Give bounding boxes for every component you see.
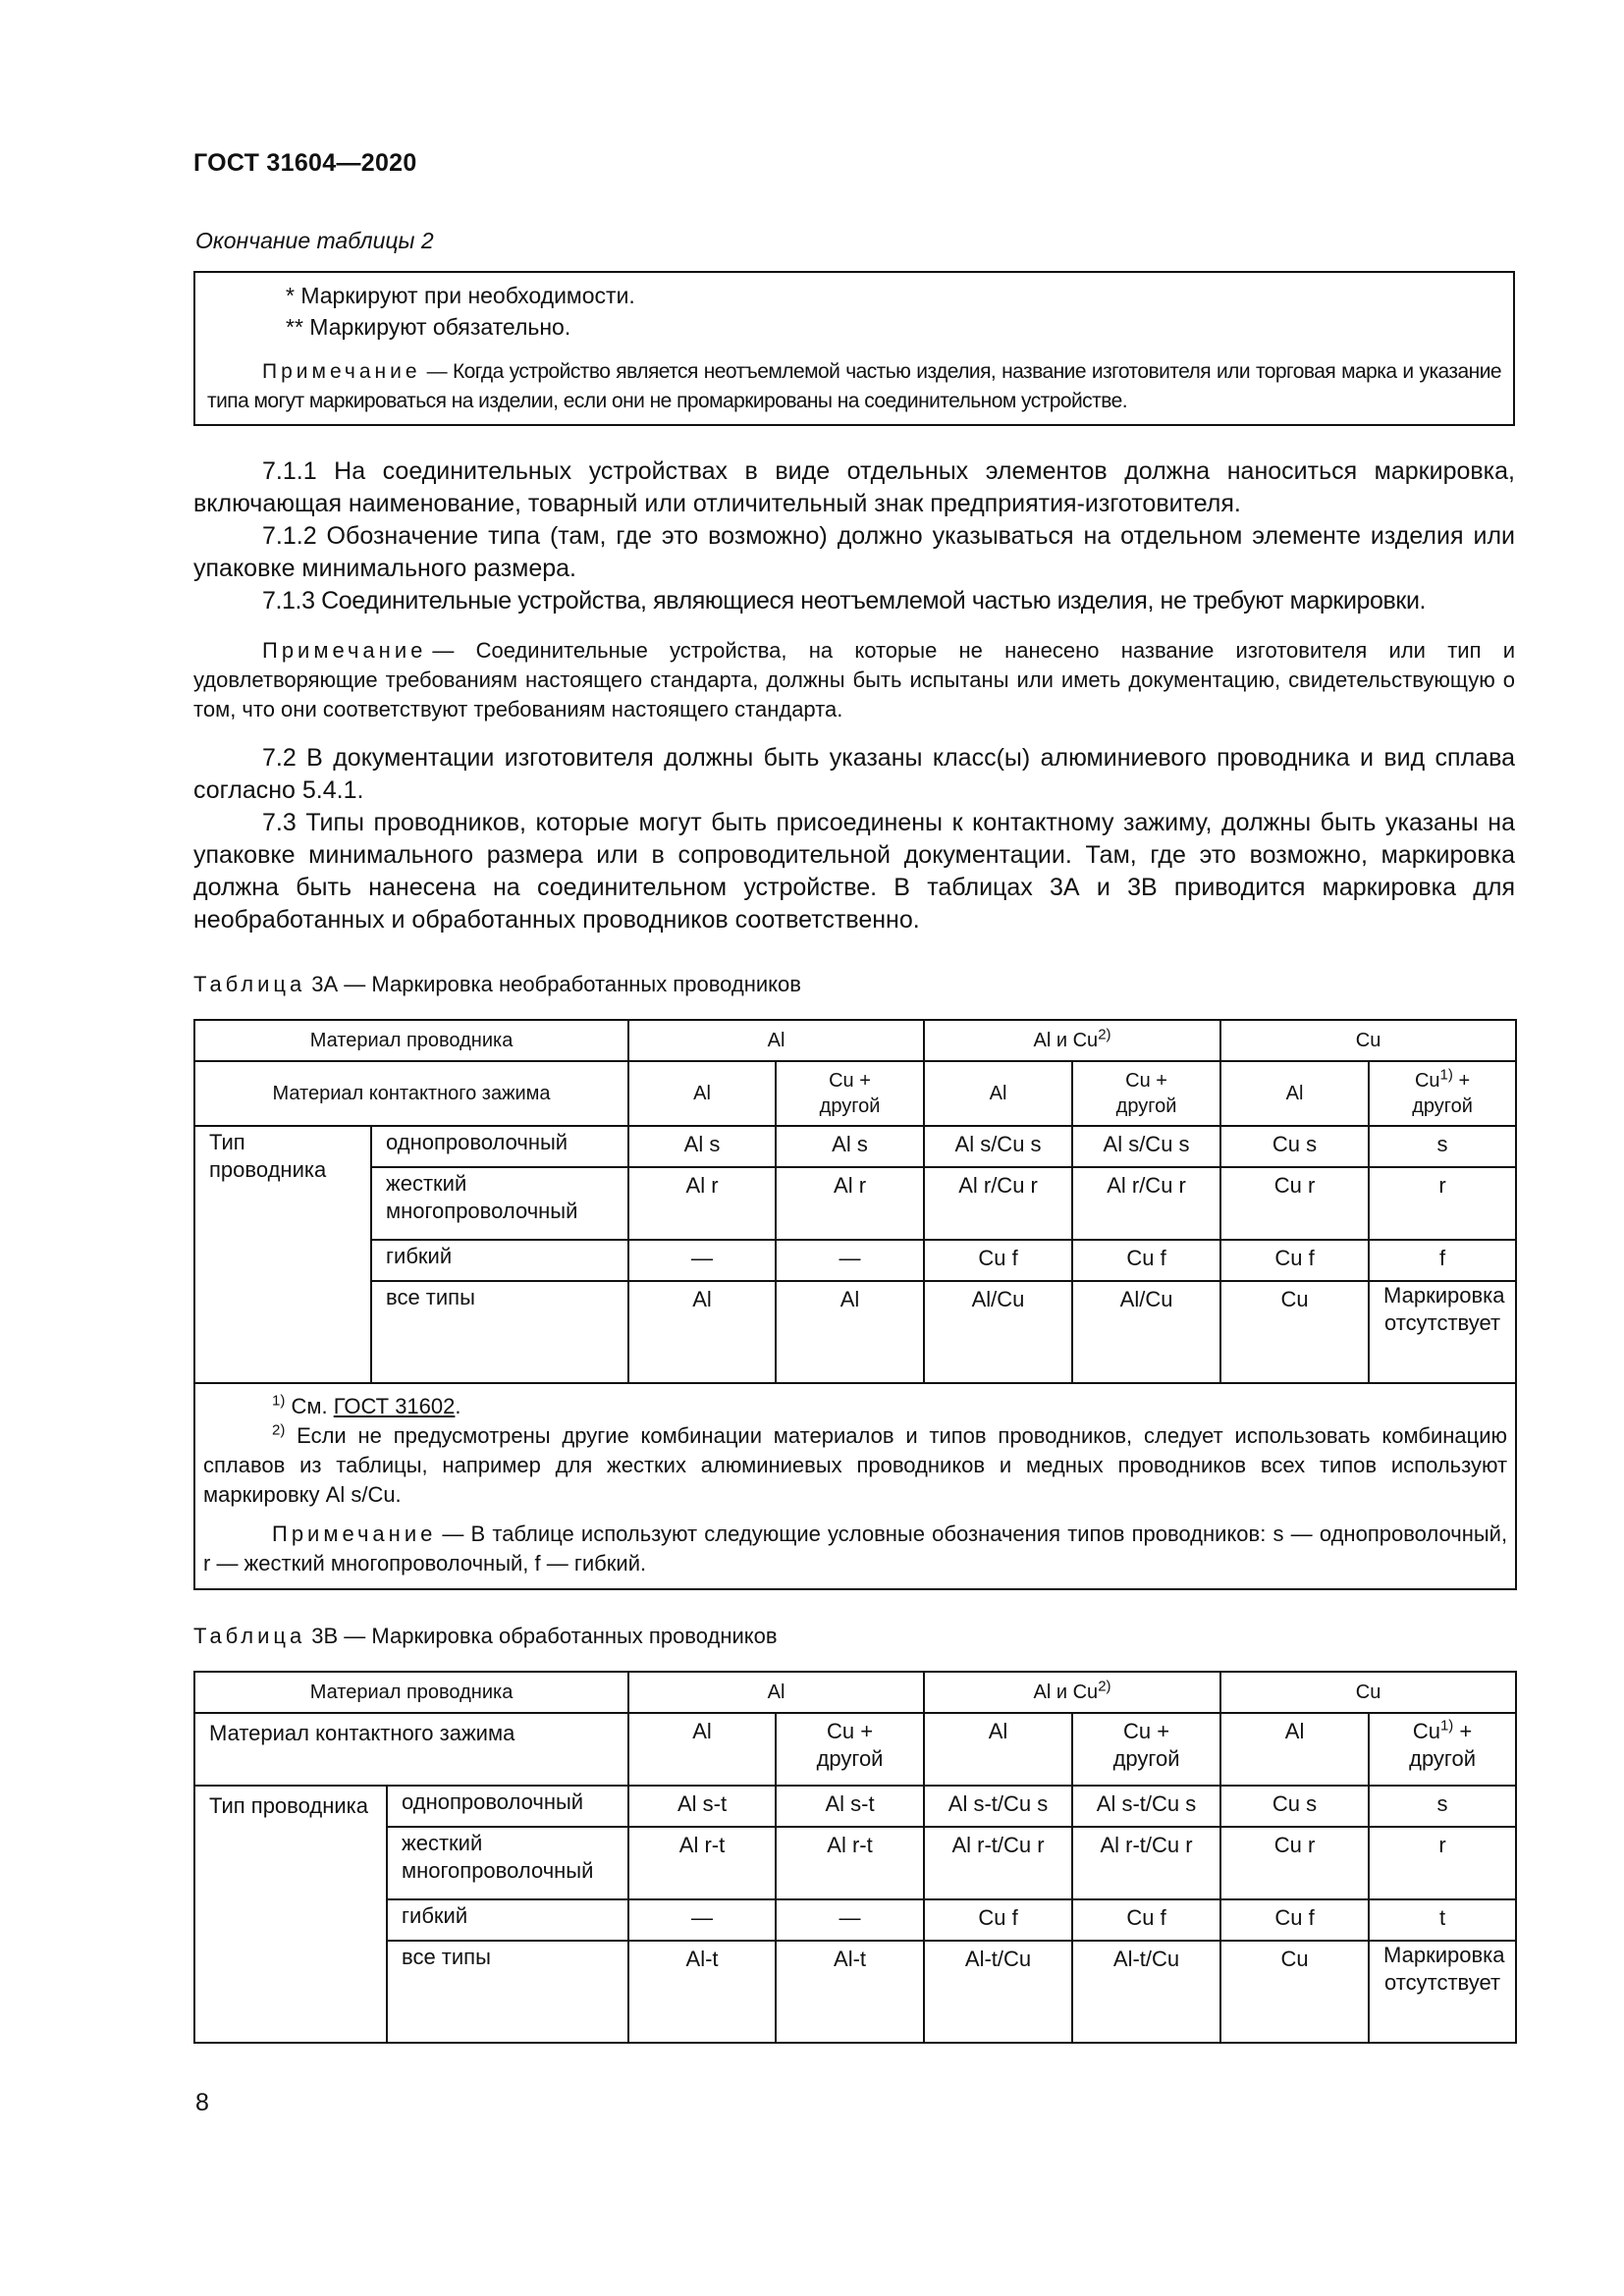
cell: Al-t/Cu (924, 1941, 1072, 2043)
clamp-cu1-other (1369, 1713, 1516, 1786)
row-label-all: все типы (387, 1941, 628, 2043)
footnote-text: См. (285, 1394, 334, 1418)
header-material-conductor: Материал проводника (194, 1672, 628, 1713)
paragraph-7-1-1: 7.1.1 На соединительных устройствах в виде отдельных элементов должна наноситься маркировка, включающая наименование, товарный или отличительный знак предприятия-изготовителя. (193, 457, 1515, 517)
row-label-single: однопроволочный (371, 1126, 628, 1167)
cell: Al s/Cu s (924, 1126, 1072, 1167)
note-text: — Соединительные устройства, на которые не нанесено название изготовителя или тип и удовлетворяющие требованиям настоящего стандарта, должны быть испытаны или иметь документацию, свидетельствующую о том, что они соответствуют требованиям настоящего стандарта. (193, 638, 1515, 721)
footnote-text: Если не предусмотрены другие комбинации материалов и типов проводников, следует использовать комбинацию сплавов из таблицы, например для жестких алюминиевых проводников и медных проводников всех типов используют маркировку Al s/Cu. (203, 1423, 1508, 1507)
cell: Al r-t/Cu r (1072, 1827, 1220, 1899)
clamp-cu: Cu (1414, 1070, 1440, 1092)
cell: Cu f (1220, 1899, 1369, 1941)
note-text: — Когда устройство является неотъемлемой частью изделия, название изготовителя или торговая марка и указание типа могут маркироваться на изделии, если они не промаркированы на соединительном устройстве. (207, 360, 1501, 412)
footnote-mark: 2) (272, 1421, 286, 1439)
cell: Cu f (924, 1899, 1072, 1941)
header-cu: Cu (1220, 1672, 1516, 1713)
caption-label: Таблица (193, 972, 306, 996)
footnote-ref: 2) (1098, 1678, 1111, 1695)
row-label-flexible: гибкий (387, 1899, 628, 1941)
header-cu: Cu (1220, 1020, 1516, 1061)
paragraph-7-1-2: 7.1.2 Обозначение типа (там, где это возможно) должно указываться на отдельном элементе изделия или упаковке минимального размера. (193, 522, 1515, 582)
header-al-cu (924, 1672, 1220, 1713)
paragraph-7-2: 7.2 В документации изготовителя должны быть указаны класс(ы) алюминиевого проводника и вид сплава согласно 5.4.1. (193, 744, 1515, 804)
cell: Al r-t (628, 1827, 776, 1899)
clamp-other: другой (1412, 1095, 1473, 1117)
cell: Al-t (628, 1941, 776, 2043)
footnote-ref: 2) (1098, 1026, 1111, 1043)
table3a-footnote-1 (203, 1392, 1507, 1421)
header-al-cu-text: Al и Cu (1033, 1030, 1099, 1051)
clamp-al: Al (924, 1061, 1072, 1126)
note-label: Примечание (262, 638, 427, 663)
table3a-footnotes (194, 1383, 1516, 1589)
table3a-note (203, 1520, 1507, 1578)
cell: Al s-t/Cu s (1072, 1786, 1220, 1827)
header-clamp-material: Материал контактного зажима (194, 1713, 628, 1786)
row-header-type (194, 1126, 371, 1383)
clamp-al: Al (1220, 1061, 1369, 1126)
row-label-single: однопроволочный (387, 1786, 628, 1827)
cell: Al r (628, 1167, 776, 1240)
cell: Al r-t (776, 1827, 924, 1899)
table3a-caption (193, 972, 801, 997)
clamp-cu-other (776, 1061, 924, 1126)
cell: t (1369, 1899, 1516, 1941)
clamp-cu-plus: Cu + (826, 1719, 874, 1743)
clamp-cu-other (776, 1713, 924, 1786)
row-label-all: все типы (371, 1281, 628, 1383)
clamp-other: другой (1112, 1746, 1180, 1771)
clamp-cu-plus: Cu + (1125, 1070, 1167, 1092)
header-al-cu-text: Al и Cu (1033, 1682, 1099, 1703)
table2-footnote-1: * Маркируют при необходимости. (286, 283, 635, 308)
cell: Al/Cu (924, 1281, 1072, 1383)
clamp-cu-plus: Cu + (829, 1070, 871, 1092)
document-header: ГОСТ 31604—2020 (193, 149, 417, 177)
caption-text: 3А — Маркировка необработанных проводников (311, 972, 801, 996)
type-label: Тип проводника (209, 1130, 327, 1182)
footnote-end: . (455, 1394, 461, 1418)
clamp-other: другой (816, 1746, 884, 1771)
cell: Маркировка отсутствует (1369, 1941, 1516, 2043)
cell: Al s-t/Cu s (924, 1786, 1072, 1827)
footnote-ref: 1) (1439, 1717, 1454, 1735)
cell: Al (628, 1281, 776, 1383)
type-label: Тип проводника (209, 1793, 368, 1818)
cell: — (776, 1899, 924, 1941)
header-al: Al (628, 1672, 924, 1713)
table3a-footnote-2 (203, 1421, 1507, 1510)
cell: Cu f (1220, 1240, 1369, 1281)
cell: s (1369, 1786, 1516, 1827)
cell: Cu f (1072, 1899, 1220, 1941)
header-al: Al (628, 1020, 924, 1061)
clamp-cu: Cu (1412, 1719, 1440, 1743)
note-label: Примечание (262, 360, 421, 383)
clamp-al: Al (1220, 1713, 1369, 1786)
clamp-al: Al (628, 1713, 776, 1786)
cell: Cu r (1220, 1167, 1369, 1240)
header-material-conductor: Материал проводника (194, 1020, 628, 1061)
cell: r (1369, 1167, 1516, 1240)
clamp-other: другой (819, 1095, 881, 1117)
cell: Al r (776, 1167, 924, 1240)
cell: — (628, 1240, 776, 1281)
table2-note (207, 357, 1501, 416)
table2-notes-box (193, 271, 1515, 426)
cell: Cu s (1220, 1786, 1369, 1827)
cell: Al r-t/Cu r (924, 1827, 1072, 1899)
cell: Al s-t (776, 1786, 924, 1827)
cell: r (1369, 1827, 1516, 1899)
clamp-cu-other (1072, 1713, 1220, 1786)
table-continuation-label: Окончание таблицы 2 (195, 228, 434, 253)
row-label-stranded: жесткий многопроволочный (387, 1827, 628, 1899)
header-al-cu (924, 1020, 1220, 1061)
clamp-plus: + (1452, 1070, 1471, 1092)
cell: Маркировка отсутствует (1369, 1281, 1516, 1383)
cell: Cu s (1220, 1126, 1369, 1167)
row-label-flexible: гибкий (371, 1240, 628, 1281)
table-3a (193, 1019, 1517, 1590)
clamp-plus: + (1453, 1719, 1473, 1743)
cell: Al s-t (628, 1786, 776, 1827)
clamp-al: Al (628, 1061, 776, 1126)
header-clamp-material: Материал контактного зажима (194, 1061, 628, 1126)
table2-footnote-2: ** Маркируют обязательно. (286, 314, 571, 340)
cell: Al r/Cu r (924, 1167, 1072, 1240)
footnote-ref: 1) (1439, 1066, 1453, 1084)
cell: Cu r (1220, 1827, 1369, 1899)
cell: Al/Cu (1072, 1281, 1220, 1383)
paragraph-7-3: 7.3 Типы проводников, которые могут быть присоединены к контактному зажиму, должны быть указаны на упаковке минимального размера или в сопроводительной документации. Там, где это возможно, маркировка должна быть нанесена на соединительном устройстве. В таблицах 3А и 3В приводится маркировка для необработанных и обработанных проводников соответственно. (193, 809, 1515, 934)
clamp-cu-other (1072, 1061, 1220, 1126)
page-number: 8 (195, 2089, 209, 2116)
cell: Cu f (924, 1240, 1072, 1281)
paragraph-7-1-3: 7.1.3 Соединительные устройства, являющиеся неотъемлемой частью изделия, не требуют маркировки. (262, 587, 1427, 614)
note-text: — В таблице используют следующие условные обозначения типов проводников: s — однопроволочный, r — жесткий многопроволочный, f — гибкий. (203, 1522, 1508, 1575)
cell: Al-t (776, 1941, 924, 2043)
cell: Al r/Cu r (1072, 1167, 1220, 1240)
caption-text: 3В — Маркировка обработанных проводников (311, 1624, 778, 1648)
cell: Al-t/Cu (1072, 1941, 1220, 2043)
row-header-type (194, 1786, 387, 2043)
cell: Cu f (1072, 1240, 1220, 1281)
clamp-other: другой (1409, 1746, 1476, 1771)
table3b-caption (193, 1624, 778, 1649)
cell: Cu (1220, 1941, 1369, 2043)
note-label: Примечание (272, 1522, 437, 1546)
gost-31602-link[interactable]: ГОСТ 31602 (333, 1394, 456, 1418)
clamp-cu1-other (1369, 1061, 1516, 1126)
note-7-1-3 (193, 636, 1515, 724)
cell: Al (776, 1281, 924, 1383)
cell: — (628, 1899, 776, 1941)
clamp-al: Al (924, 1713, 1072, 1786)
cell: f (1369, 1240, 1516, 1281)
caption-label: Таблица (193, 1624, 306, 1648)
clamp-other: другой (1115, 1095, 1177, 1117)
cell: s (1369, 1126, 1516, 1167)
footnote-mark: 1) (272, 1392, 286, 1410)
cell: Al s (628, 1126, 776, 1167)
cell: Cu (1220, 1281, 1369, 1383)
clamp-cu-plus: Cu + (1122, 1719, 1170, 1743)
cell: Al s (776, 1126, 924, 1167)
table-3b (193, 1671, 1517, 2044)
cell: Al s/Cu s (1072, 1126, 1220, 1167)
row-label-stranded: жесткий многопроволочный (371, 1167, 628, 1240)
cell: — (776, 1240, 924, 1281)
